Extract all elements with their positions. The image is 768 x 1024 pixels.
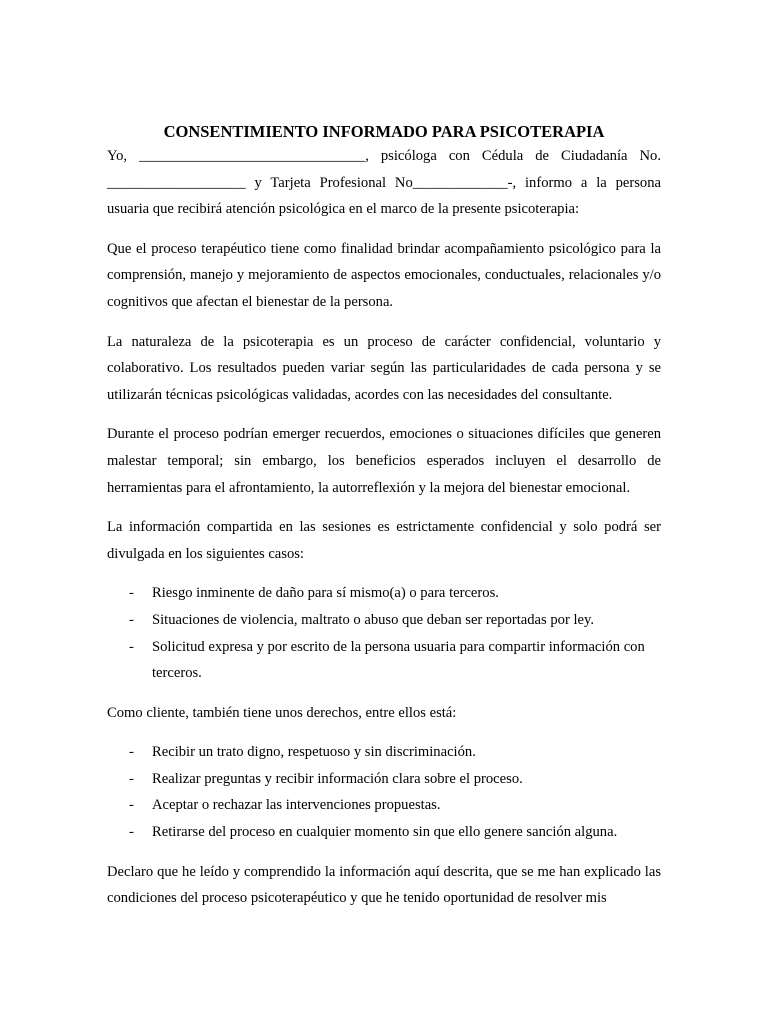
list-item-text: Retirarse del proceso en cualquier momento sin que ello genere sanción alguna.	[152, 824, 618, 841]
bullet-dash: -	[129, 611, 134, 628]
bullet-dash: -	[129, 744, 134, 761]
list-item	[107, 819, 661, 846]
list-item	[107, 792, 661, 819]
bullet-dash: -	[129, 585, 134, 602]
confidentiality-paragraph: La información compartida en las sesiones es estrictamente confidencial y solo podrá ser divulgada en los siguientes casos:	[107, 519, 661, 562]
intro-paragraph: Yo, _______________________________, psicóloga con Cédula de Ciudadanía No. ___________________ y Tarjeta Profesional No_____________-, informo a la persona usuaria que recibirá atención psicológica en el marco de la presente psicoterapia:	[107, 148, 661, 218]
bullet-dash: -	[129, 770, 134, 787]
list-item-text: Aceptar o rechazar las intervenciones propuestas.	[152, 797, 441, 814]
document-body	[107, 121, 661, 925]
rights-intro-paragraph: Como cliente, también tiene unos derechos, entre ellos está:	[107, 704, 457, 721]
bullet-dash: -	[129, 824, 134, 841]
list-item	[107, 766, 661, 793]
list-item-text: Riesgo inminente de daño para sí mismo(a) o para terceros.	[152, 585, 499, 602]
declaration-paragraph: Declaro que he leído y comprendido la información aquí descrita, que se me han explicado las condiciones del proceso psicoterapéutico y que he tenido oportunidad de resolver mis	[107, 863, 661, 907]
list-item	[107, 607, 661, 634]
bullet-dash: -	[129, 797, 134, 814]
client-rights-list	[107, 739, 661, 845]
list-item-text: Recibir un trato digno, respetuoso y sin discriminación.	[152, 744, 476, 761]
document-title: CONSENTIMIENTO INFORMADO PARA PSICOTERAPIA	[163, 122, 605, 141]
list-item-text: Solicitud expresa y por escrito de la persona usuaria para compartir información con terceros.	[152, 638, 645, 682]
list-item	[107, 739, 661, 766]
confidentiality-exceptions-list	[107, 580, 661, 686]
risks-benefits-paragraph: Durante el proceso podrían emerger recuerdos, emociones o situaciones difíciles que generen malestar temporal; sin embargo, los beneficios esperados incluyen el desarrollo de herramientas para el afrontamiento, la autorreflexión y la mejora del bienestar emocional.	[107, 426, 661, 496]
list-item-text: Situaciones de violencia, maltrato o abuso que deban ser reportadas por ley.	[152, 611, 594, 628]
list-item-text: Realizar preguntas y recibir información clara sobre el proceso.	[152, 770, 523, 787]
nature-paragraph: La naturaleza de la psicoterapia es un proceso de carácter confidencial, voluntario y colaborativo. Los resultados pueden variar según las particularidades de cada persona y se utilizarán técnicas psicológicas validadas, acordes con las necesidades del consultante.	[107, 333, 661, 403]
list-item	[107, 634, 661, 687]
bullet-dash: -	[129, 638, 134, 655]
purpose-paragraph: Que el proceso terapéutico tiene como finalidad brindar acompañamiento psicológico para la comprensión, manejo y mejoramiento de aspectos emocionales, conductuales, relacionales y/o cognitivos que afectan el bienestar de la persona.	[107, 240, 661, 310]
list-item	[107, 580, 661, 607]
